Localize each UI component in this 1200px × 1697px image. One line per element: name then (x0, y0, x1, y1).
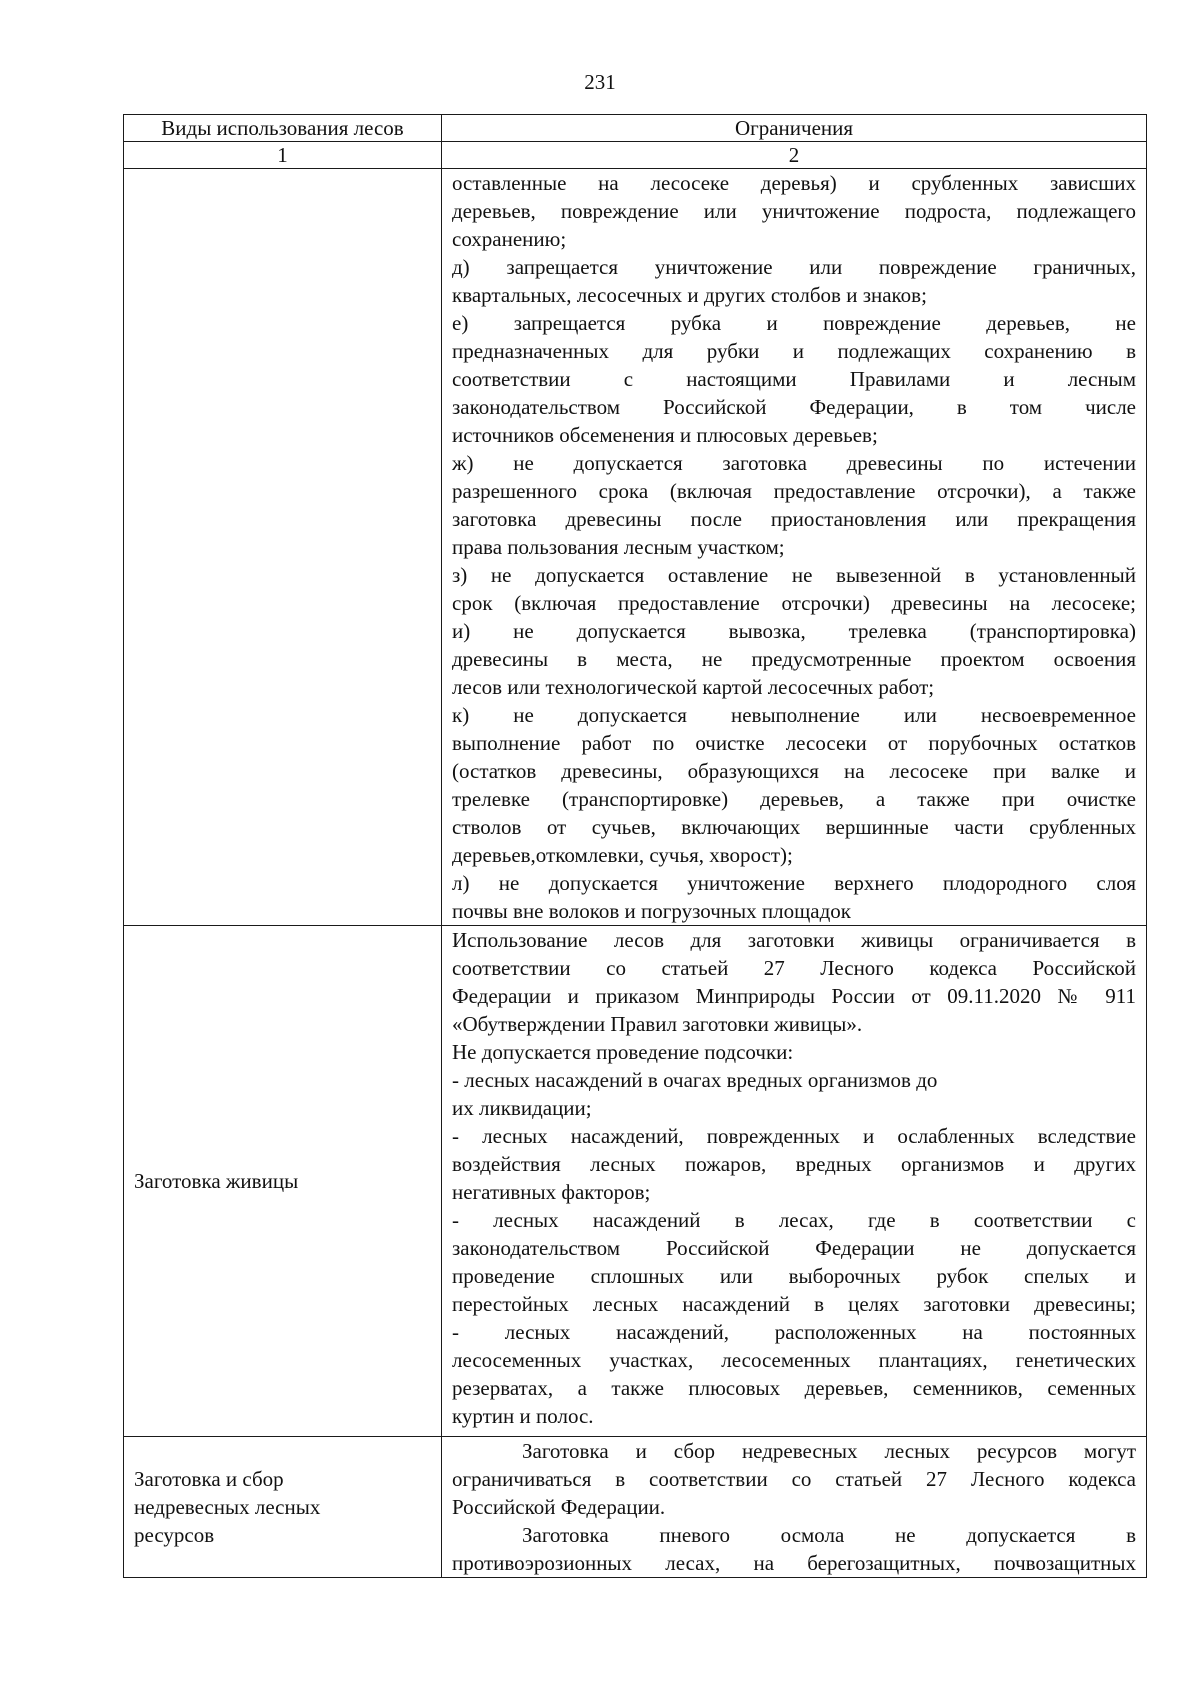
restriction-line: почвы вне волоков и погрузочных площадок (452, 899, 851, 923)
restriction-line: деревьев, повреждение или уничтожение подроста, подлежащего (452, 199, 1136, 223)
restriction-line: стволов от сучьев, включающих вершинные части срубленных (452, 815, 1136, 839)
restriction-line: разрешенного срока (включая предоставление отсрочки), а также (452, 479, 1136, 503)
restriction-line: д) запрещается уничтожение или повреждение граничных, (452, 255, 1136, 279)
restriction-line: трелевке (транспортировке) деревьев, а также при очистке (452, 787, 1136, 811)
restriction-line: к) не допускается невыполнение или несвоевременное (452, 703, 1136, 727)
restriction-line: (остатков древесины, образующихся на лесосеке при валке и (452, 759, 1136, 783)
forest-use-cell (124, 169, 442, 926)
column-header-restrictions: Ограничения (442, 115, 1147, 142)
table-row (124, 169, 1147, 926)
page-number: 231 (584, 70, 616, 94)
restriction-line: «Обутверждении Правил заготовки живицы». (452, 1012, 863, 1036)
restriction-line: заготовка древесины после приостановления или прекращения (452, 507, 1136, 531)
restriction-line: квартальных, лесосечных и других столбов и знаков; (452, 283, 927, 307)
restriction-line: куртин и полос. (452, 1404, 594, 1428)
forest-use-cell: Заготовка живицы (124, 926, 442, 1437)
restrictions-text (452, 926, 1136, 1430)
restriction-line: их ликвидации; (452, 1096, 592, 1120)
restriction-line: - лесных насаждений, поврежденных и ослабленных вследствие (452, 1124, 1136, 1148)
forest-use-line: Заготовка и сбор (134, 1467, 284, 1491)
restrictions-text (452, 169, 1136, 925)
restriction-line: древесины в места, не предусмотренные проектом освоения (452, 647, 1136, 671)
table-row (124, 1437, 1147, 1578)
restrictions-cell (442, 926, 1147, 1437)
forest-use-line: ресурсов (134, 1523, 215, 1547)
table-header-row (124, 115, 1147, 142)
restriction-line: срок (включая предоставление отсрочки) древесины на лесосеке; (452, 591, 1136, 615)
restriction-line: проведение сплошных или выборочных рубок спелых и (452, 1264, 1136, 1288)
restriction-line: з) не допускается оставление не вывезенной в установленный (452, 563, 1136, 587)
restriction-line: деревьев,откомлевки, сучья, хворост); (452, 843, 793, 867)
restriction-line: л) не допускается уничтожение верхнего плодородного слоя (452, 871, 1136, 895)
restriction-line: сохранению; (452, 227, 567, 251)
restriction-line: соответствии с настоящими Правилами и лесным (452, 367, 1136, 391)
restriction-line: перестойных лесных насаждений в целях заготовки древесины; (452, 1292, 1136, 1316)
restriction-line: - лесных насаждений в очагах вредных организмов до (452, 1068, 938, 1092)
column-header-forest-use: Виды использования лесов (124, 115, 442, 142)
restriction-line: противоэрозионных лесах, на берегозащитных, почвозащитных (452, 1551, 1136, 1575)
column-number-row (124, 142, 1147, 169)
restriction-line: воздействия лесных пожаров, вредных организмов и других (452, 1152, 1136, 1176)
restriction-line: законодательством Российской Федерации, в том числе (452, 395, 1136, 419)
restriction-line: резерватах, а также плюсовых деревьев, семенников, семенных (452, 1376, 1136, 1400)
restriction-line: - лесных насаждений, расположенных на постоянных (452, 1320, 1136, 1344)
restriction-line: Российской Федерации. (452, 1495, 666, 1519)
restriction-line: ж) не допускается заготовка древесины по истечении (452, 451, 1136, 475)
restriction-line: и) не допускается вывозка, трелевка (транспортировка) (452, 619, 1136, 643)
restriction-line: лесов или технологической картой лесосечных работ; (452, 675, 935, 699)
restrictions-table (123, 114, 1147, 1578)
restriction-line: е) запрещается рубка и повреждение деревьев, не (452, 311, 1136, 335)
column-number-2: 2 (442, 142, 1147, 169)
restrictions-cell (442, 169, 1147, 926)
restriction-line: права пользования лесным участком; (452, 535, 785, 559)
restriction-line: соответствии со статьей 27 Лесного кодекса Российской (452, 956, 1136, 980)
column-number-1: 1 (124, 142, 442, 169)
restriction-line: - лесных насаждений в лесах, где в соответствии с (452, 1208, 1136, 1232)
table-row (124, 926, 1147, 1437)
restriction-line: выполнение работ по очистке лесосеки от порубочных остатков (452, 731, 1136, 755)
restrictions-cell (442, 1437, 1147, 1578)
restriction-line: законодательством Российской Федерации не допускается (452, 1236, 1136, 1260)
forest-use-line: недревесных лесных (134, 1495, 321, 1519)
restriction-line: Заготовка и сбор недревесных лесных ресурсов могут (522, 1439, 1136, 1463)
restriction-line: предназначенных для рубки и подлежащих сохранению в (452, 339, 1136, 363)
restriction-line: Не допускается проведение подсочки: (452, 1040, 794, 1064)
restriction-line: ограничиваться в соответствии со статьей 27 Лесного кодекса (452, 1467, 1136, 1491)
restriction-line: Федерации и приказом Минприроды России от 09.11.2020 № 911 (452, 984, 1136, 1008)
restriction-line: оставленные на лесосеке деревья) и срубленных зависших (452, 171, 1136, 195)
restriction-line: источников обсеменения и плюсовых деревьев; (452, 423, 878, 447)
restriction-line: лесосеменных участках, лесосеменных плантациях, генетических (452, 1348, 1136, 1372)
restriction-line: негативных факторов; (452, 1180, 651, 1204)
restriction-line: Использование лесов для заготовки живицы ограничивается в (452, 928, 1136, 952)
forest-use-cell (124, 1437, 442, 1578)
restriction-line: Заготовка пневого осмола не допускается в (522, 1523, 1136, 1547)
restrictions-text (452, 1437, 1136, 1577)
